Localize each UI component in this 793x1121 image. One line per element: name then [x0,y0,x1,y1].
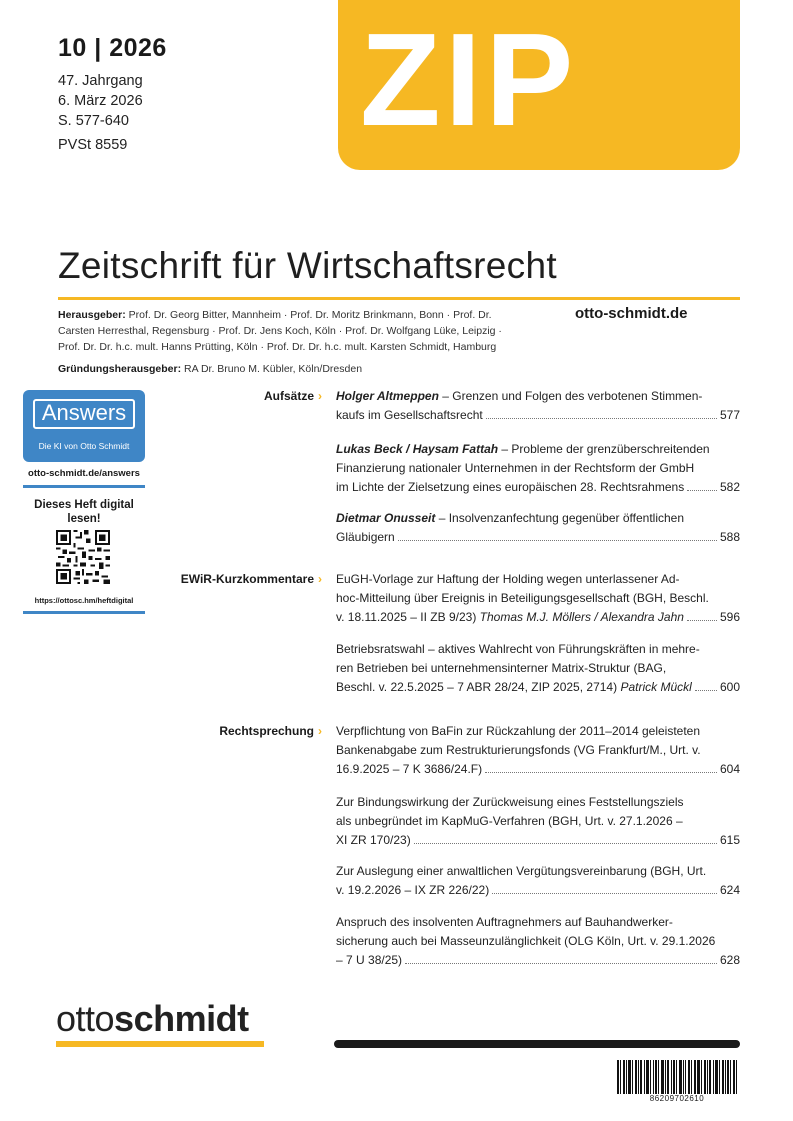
footer-black-bar [334,1040,740,1048]
leader-dots [695,681,717,691]
zip-logo: ZIP [360,6,578,153]
answers-url[interactable]: otto-schmidt.de/answers [28,468,140,479]
entry-author: Thomas M.J. Möllers / Alexandra Jahn [479,610,684,624]
entry-author: Holger Altmeppen [336,389,439,403]
entry-author: Lukas Beck / Haysam Fattah [336,442,499,456]
section-ewir [122,572,322,586]
page-range: S. 577-640 [58,113,129,129]
toc-entry[interactable] [336,570,740,627]
leader-dots [414,834,717,844]
entry-title-line: im Lichte der Zielsetzung eines europäischen 28. Rechtsrahmens [336,480,685,494]
entry-page: 582 [719,480,740,494]
editors-list: Prof. Dr. Georg Bitter, Mannheim · Prof. Dr. Moritz Brinkmann, Bonn · Prof. Dr. Carsten Herresthal, Regensburg · Prof. Dr. Jens Koch, Köln · Prof. Dr. Wolfgang Lüke, Leipzig · Prof. Dr. Dr. h.c. mult. Hanns Prütting, Köln · Prof. Dr. Dr. h.c. mult. Karsten Schmidt, Hamburg [58,309,502,353]
entry-title-line: v. 18.11.2025 – II ZB 9/23) [336,610,477,624]
toc-entry[interactable] [336,640,740,697]
barcode-number: 86209702610 [649,1094,705,1103]
entry-title-line: ren Betrieben bei unternehmensinterner Matrix-Struktur (BAG, [336,661,667,675]
entry-title-line: – 7 U 38/25) [336,953,403,967]
entry-title-line: als unbegründet im KapMuG-Verfahren (BGH, Urt. v. 27.1.2026 – [336,814,683,828]
leader-dots [405,954,717,964]
section-rechtsprechung-label: Rechtsprechung [219,724,314,738]
entry-title-line: Anspruch des insolventen Auftragnehmers auf Bauhandwerker- [336,915,673,929]
entry-page: 596 [719,610,740,624]
website-link[interactable]: otto-schmidt.de [575,305,688,322]
blue-divider-bottom [23,611,145,614]
volume: 47. Jahrgang [58,73,143,89]
zip-logo-box [338,0,740,170]
digital-url[interactable]: https://ottosc.hm/heftdigital [34,596,134,605]
digital-reading-label: Dieses Heft digital lesen! [34,499,134,525]
toc-entry[interactable] [336,387,740,425]
toc-entry[interactable] [336,722,740,779]
entry-title-line: XI ZR 170/23) [336,833,411,847]
entry-title-line: – Grenzen und Folgen des verbotenen Stimmen- [442,389,703,403]
entry-page: 615 [719,833,740,847]
section-ewir-label: EWiR-Kurzkommentare [180,572,314,586]
answers-subtitle: Die KI von Otto Schmidt [38,441,130,451]
section-aufsaetze [122,389,322,403]
entry-title-line: EuGH-Vorlage zur Haftung der Holding wegen unterlassener Ad- [336,572,680,586]
entry-title-line: sicherung auch bei Masseunzulänglichkeit (OLG Köln, Urt. v. 29.1.2026 [336,934,716,948]
entry-page: 624 [719,883,740,897]
entry-page: 628 [719,953,740,967]
entry-title-line: – Insolvenzanfechtung gegenüber öffentlichen [438,511,685,525]
qr-code-icon[interactable] [56,530,110,584]
leader-dots [486,409,717,419]
entry-author: Dietmar Onusseit [336,511,436,525]
entry-title-line: – Probleme der grenzüberschreitenden [501,442,710,456]
entry-title-line: hoc-Mitteilung über Ereignis in Beteiligungsgesellschaft (BGH, Beschl. [336,591,709,605]
issue-number: 10 | 2026 [58,34,167,62]
entry-title-line: Verpflichtung von BaFin zur Rückzahlung der 2011–2014 geleisteten [336,724,701,738]
entry-title-line: v. 19.2.2026 – IX ZR 226/22) [336,883,490,897]
barcode-icon [617,1060,737,1094]
journal-title: Zeitschrift für Wirtschaftsrecht [58,245,557,286]
blue-divider-top [23,485,145,488]
entry-title-line: Bankenabgabe zum Restrukturierungsfonds (VG Frankfurt/M., Urt. v. [336,743,701,757]
chevron-right-icon: › [318,724,322,738]
entry-page: 577 [719,408,740,422]
entry-title-line: Finanzierung nationaler Unternehmen in der Rechtsform der GmbH [336,461,695,475]
leader-dots [398,531,717,541]
entry-title-line: Beschl. v. 22.5.2025 – 7 ABR 28/24, ZIP 2025, 2714) [336,680,618,694]
title-divider [58,297,740,300]
section-rechtsprechung [122,724,322,738]
publisher-logo-part: schmidt [114,998,249,1039]
entry-page: 604 [719,762,740,776]
toc-entry[interactable] [336,793,740,850]
publisher-logo-part: otto [56,998,115,1039]
leader-dots [485,763,717,773]
entry-title-line: 16.9.2025 – 7 K 3686/24.F) [336,762,483,776]
founder [58,363,362,375]
toc-entry[interactable] [336,862,740,900]
pvst-number: PVSt 8559 [58,137,128,153]
chevron-right-icon: › [318,572,322,586]
editors-label: Herausgeber: [58,309,126,321]
toc-entry[interactable] [336,440,740,497]
toc-entry[interactable] [336,913,740,970]
publisher-logo [56,998,249,1040]
entry-page: 600 [719,680,740,694]
entry-author: Patrick Mückl [620,680,692,694]
founder-label: Gründungsherausgeber: [58,363,182,375]
section-aufsaetze-label: Aufsätze [263,389,314,403]
entry-title-line: Betriebsratswahl – aktives Wahlrecht von Führungskräften in mehre- [336,642,700,656]
toc-entry[interactable] [336,509,740,547]
leader-dots [492,884,717,894]
chevron-right-icon: › [318,389,322,403]
issue-date: 6. März 2026 [58,93,143,109]
leader-dots [687,481,717,491]
entry-title-line: Gläubigern [336,530,395,544]
leader-dots [687,611,717,621]
answers-title: Answers [41,400,127,425]
entry-title-line: kaufs im Gesellschaftsrecht [336,408,483,422]
publisher-underline [56,1041,264,1047]
founder-name: RA Dr. Bruno M. Kübler, Köln/Dresden [184,363,363,375]
entry-page: 588 [719,530,740,544]
entry-title-line: Zur Bindungswirkung der Zurückweisung eines Feststellungsziels [336,795,684,809]
editors [58,307,518,355]
entry-title-line: Zur Auslegung einer anwaltlichen Vergütungsvereinbarung (BGH, Urt. [336,864,707,878]
